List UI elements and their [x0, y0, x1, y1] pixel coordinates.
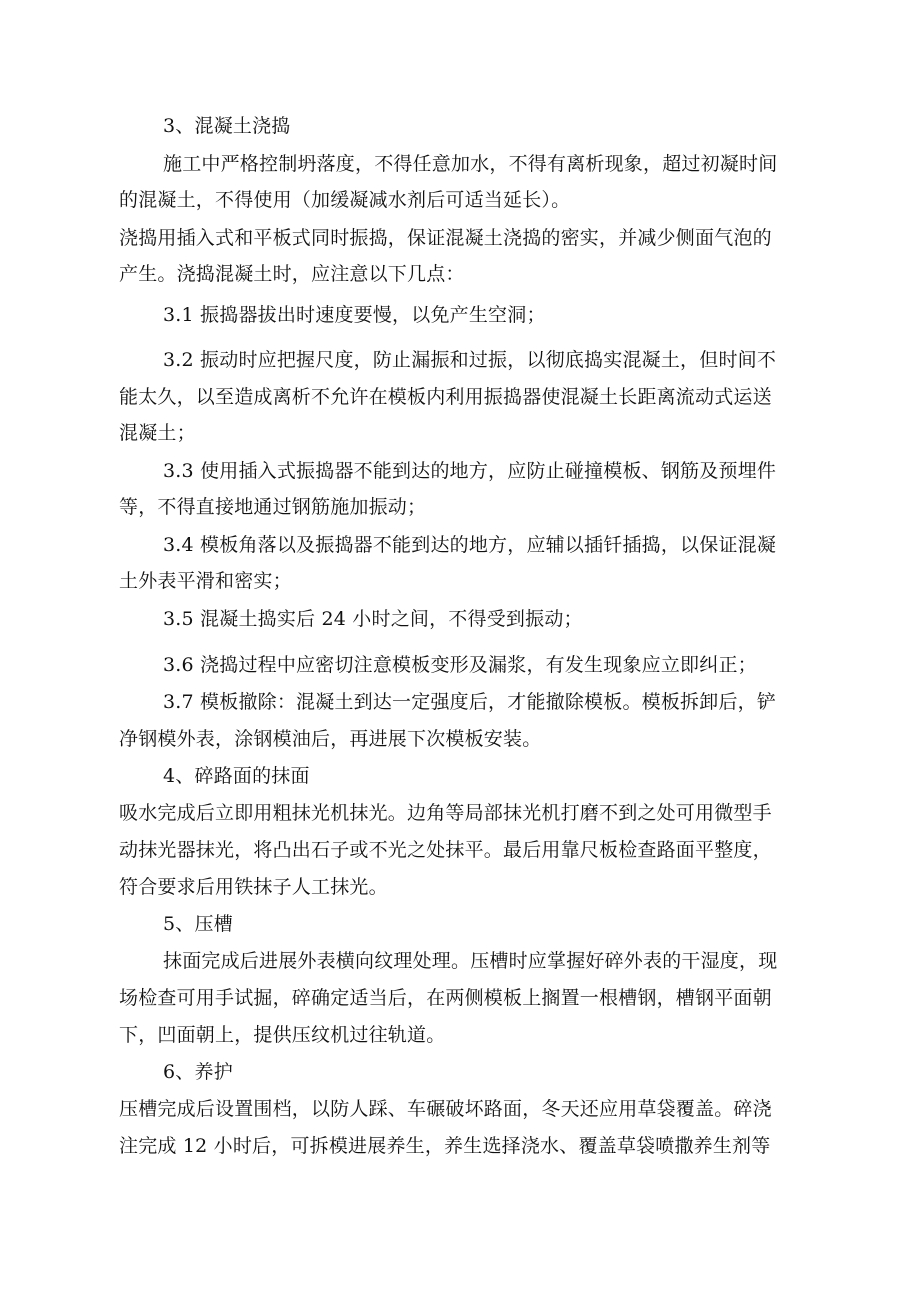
section-3-heading: 3、混凝土浇捣	[163, 115, 291, 137]
section-4-para-line3: 符合要求后用铁抹子人工抹光。	[119, 876, 388, 898]
item-3-3-line2: 等，不得直接地通过钢筋施加振动；	[119, 496, 427, 518]
section-4-para-line2: 动抹光器抹光，将凸出石子或不光之处抹平。最后用靠尺板检查路面平整度，	[119, 839, 772, 861]
section-5-heading: 5、压槽	[163, 913, 233, 935]
section-6-heading: 6、养护	[163, 1061, 233, 1083]
section-4-para-line1: 吸水完成后立即用粗抹光机抹光。边角等局部抹光机打磨不到之处可用微型手	[119, 802, 772, 824]
section-4-heading: 4、碎路面的抹面	[163, 765, 310, 787]
item-3-1: 3.1 振捣器拔出时速度要慢，以免产生空洞；	[163, 304, 546, 326]
section-3-para2-line1: 浇捣用插入式和平板式同时振捣，保证混凝土浇捣的密实，并减少侧面气泡的	[119, 227, 772, 249]
item-3-2-line1: 3.2 振动时应把握尺度，防止漏振和过振，以彻底捣实混凝土，但时间不	[163, 349, 777, 371]
section-6-para-line2: 注完成 12 小时后，可拆模进展养生，养生选择浇水、覆盖草袋喷撒养生剂等	[119, 1135, 771, 1157]
section-3-para2-line2: 产生。浇捣混凝土时，应注意以下几点：	[119, 263, 465, 285]
section-5-para-line1: 抹面完成后进展外表横向纹理处理。压槽时应掌握好碎外表的干湿度，现	[163, 950, 778, 972]
item-3-5: 3.5 混凝土捣实后 24 小时之间，不得受到振动；	[163, 608, 583, 630]
section-6-para-line1: 压槽完成后设置围档，以防人踩、车碾破坏路面，冬天还应用草袋覆盖。碎浇	[119, 1098, 772, 1120]
item-3-7-line2: 净钢模外表，涂钢模油后，再进展下次模板安装。	[119, 728, 542, 750]
item-3-3-line1: 3.3 使用插入式振捣器不能到达的地方，应防止碰撞模板、钢筋及预埋件	[163, 460, 777, 482]
section-5-para-line2: 场检查可用手试掘，碎确定适当后，在两侧模板上搁置一根槽钢，槽钢平面朝	[119, 987, 772, 1009]
item-3-7-line1: 3.7 模板撤除：混凝土到达一定强度后，才能撤除模板。模板拆卸后，铲	[163, 691, 777, 713]
item-3-6: 3.6 浇捣过程中应密切注意模板变形及漏浆，有发生现象应立即纠正；	[163, 654, 757, 676]
section-5-para-line3: 下，凹面朝上，提供压纹机过往轨道。	[119, 1024, 446, 1046]
item-3-2-line2: 能太久，以至造成离析不允许在模板内利用振捣器使混凝土长距离流动式运送	[119, 386, 772, 408]
item-3-4-line2: 土外表平滑和密实；	[119, 570, 292, 592]
item-3-2-line3: 混凝土；	[119, 422, 196, 444]
section-3-para1-line2: 的混凝土，不得使用（加缓凝减水剂后可适当延长）。	[119, 189, 571, 211]
section-3-para1-line1: 施工中严格控制坍落度，不得任意加水，不得有离析现象，超过初凝时间	[163, 153, 778, 175]
item-3-4-line1: 3.4 模板角落以及振捣器不能到达的地方，应辅以插钎插捣，以保证混凝	[163, 534, 777, 556]
